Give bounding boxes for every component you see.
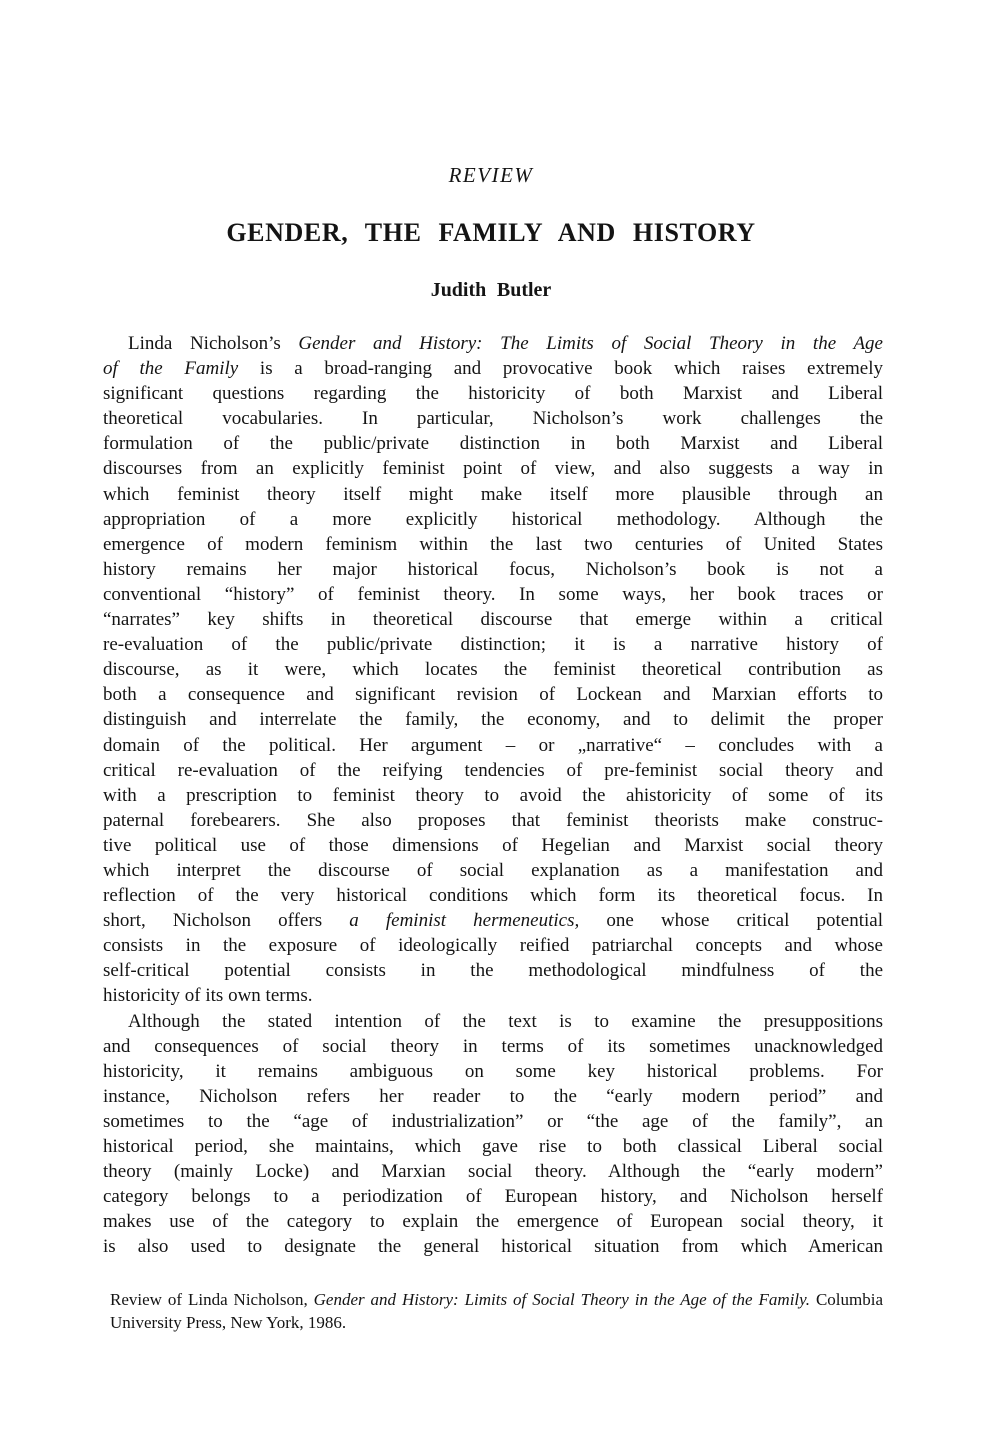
text-segment: theoretical vocabularies. In particular, Nicholson’s work challenges the	[103, 408, 883, 430]
text-segment: makes use of the category to explain the emergence of European social theory, it	[103, 1211, 883, 1233]
text-segment: sometimes to the “age of industrialization” or “the age of the family”, an	[103, 1110, 883, 1132]
text-line	[103, 456, 883, 481]
text-segment: Columbia	[810, 1290, 883, 1309]
text-segment: theory (mainly Locke) and Marxian social theory. Although the “early modern”	[103, 1161, 883, 1183]
text-line	[103, 406, 883, 431]
text-segment: consists in the exposure of ideologically reified patriarchal concepts and whose	[103, 935, 883, 957]
text-segment: self-critical potential consists in the methodological mindfulness of the	[103, 960, 883, 982]
review-label: REVIEW	[448, 163, 534, 187]
text-segment: discourses from an explicitly feminist point of view, and also suggests a way in	[103, 458, 883, 480]
italic-text-segment: Gender and History: The Limits of Social Theory in the Age	[298, 333, 883, 354]
text-line	[103, 783, 883, 808]
text-segment: which feminist theory itself might make itself more plausible through an	[103, 483, 883, 505]
text-segment: reflection of the very historical conditions which form its theoretical focus. In	[103, 885, 883, 907]
text-line	[103, 657, 883, 682]
text-line	[103, 1134, 883, 1159]
page-title: GENDER, THE FAMILY AND HISTORY	[226, 218, 756, 247]
text-segment: conventional “history” of feminist theory. In some ways, her book traces or	[103, 583, 883, 605]
text-line	[103, 507, 883, 532]
text-line	[103, 833, 883, 858]
text-segment: University Press, New York, 1986.	[110, 1313, 347, 1332]
text-segment: is also used to designate the general historical situation from which American	[103, 1236, 883, 1258]
author-name: Judith Butler	[430, 279, 552, 301]
text-segment: which interpret the discourse of social explanation as a manifestation and	[103, 859, 883, 881]
text-line	[103, 557, 883, 582]
text-segment: Linda Nicholson’s	[128, 333, 299, 354]
text-line	[103, 1109, 883, 1134]
text-line	[103, 1159, 883, 1184]
text-line	[103, 883, 883, 908]
text-line	[103, 1034, 883, 1059]
text-line	[103, 1059, 883, 1084]
text-line	[103, 482, 883, 507]
footnote	[110, 1288, 883, 1334]
italic-text-segment: a feminist hermeneutics,	[349, 910, 580, 932]
text-line	[103, 758, 883, 783]
text-segment: discourse, as it were, which locates the feminist theoretical contribution as	[103, 659, 883, 681]
text-segment: one whose critical potential	[579, 910, 883, 932]
text-segment: formulation of the public/private distinction in both Marxist and Liberal	[103, 433, 883, 455]
text-line	[103, 607, 883, 632]
text-segment: and consequences of social theory in terms of its sometimes unacknowledged	[103, 1035, 883, 1057]
text-segment: historicity, it remains ambiguous on some key historical problems. For	[103, 1060, 883, 1082]
text-segment: Although the stated intention of the text is to examine the presuppositions	[128, 1010, 883, 1032]
text-segment: historical period, she maintains, which gave rise to both classical Liberal social	[103, 1136, 883, 1157]
text-segment: is a broad-ranging and provocative book which raises extremely	[238, 358, 884, 380]
text-line	[103, 983, 883, 1008]
text-line	[110, 1288, 883, 1311]
text-line	[103, 933, 883, 958]
text-segment: domain of the political. Her argument – or „narrative“ – concludes with a	[103, 734, 883, 756]
text-line	[103, 431, 883, 456]
text-line	[103, 381, 883, 406]
text-line	[103, 1084, 883, 1109]
text-segment: category belongs to a periodization of European history, and Nicholson herself	[103, 1186, 883, 1208]
text-line	[110, 1311, 883, 1334]
text-segment: short, Nicholson offers	[103, 910, 350, 932]
text-segment: historicity of its own terms.	[103, 985, 313, 1007]
italic-text-segment: Gender and History: Limits of Social Theory in the Age of the Family.	[313, 1290, 810, 1309]
text-line	[103, 632, 883, 657]
text-segment: history remains her major historical focus, Nicholson’s book is not a	[103, 558, 883, 580]
text-segment: emergence of modern feminism within the last two centuries of United States	[103, 533, 883, 555]
text-line	[103, 858, 883, 883]
text-segment: Review of Linda Nicholson,	[110, 1290, 314, 1309]
text-line	[103, 958, 883, 983]
article-body	[103, 331, 883, 1259]
text-line	[103, 1184, 883, 1209]
text-segment: “narrates” key shifts in theoretical discourse that emerge within a critical	[103, 609, 883, 631]
text-segment: with a prescription to feminist theory to avoid the ahistoricity of some of its	[103, 784, 883, 806]
text-segment: re-evaluation of the public/private distinction; it is a narrative history of	[103, 634, 883, 656]
text-line	[103, 733, 883, 758]
text-line	[103, 331, 883, 356]
text-segment: appropriation of a more explicitly historical methodology. Although the	[103, 508, 883, 530]
text-line	[103, 1234, 883, 1259]
text-segment: tive political use of those dimensions of Hegelian and Marxist social theory	[103, 834, 883, 856]
text-line	[103, 582, 883, 607]
text-segment: critical re-evaluation of the reifying tendencies of pre-feminist social theory and	[103, 759, 883, 781]
text-line	[103, 808, 883, 833]
text-segment: both a consequence and significant revision of Lockean and Marxian efforts to	[103, 684, 883, 706]
text-line	[103, 356, 883, 381]
text-line	[103, 1209, 883, 1234]
text-line	[103, 682, 883, 707]
text-segment: significant questions regarding the historicity of both Marxist and Liberal	[103, 383, 883, 405]
text-segment: distinguish and interrelate the family, the economy, and to delimit the proper	[103, 709, 883, 731]
text-line	[103, 1009, 883, 1034]
text-segment: paternal forebearers. She also proposes that feminist theorists make construc-	[103, 809, 883, 831]
italic-text-segment: of the Family	[103, 358, 239, 380]
text-line	[103, 908, 883, 933]
text-line	[103, 532, 883, 557]
text-segment: instance, Nicholson refers her reader to the “early modern period” and	[103, 1085, 883, 1107]
text-line	[103, 707, 883, 732]
